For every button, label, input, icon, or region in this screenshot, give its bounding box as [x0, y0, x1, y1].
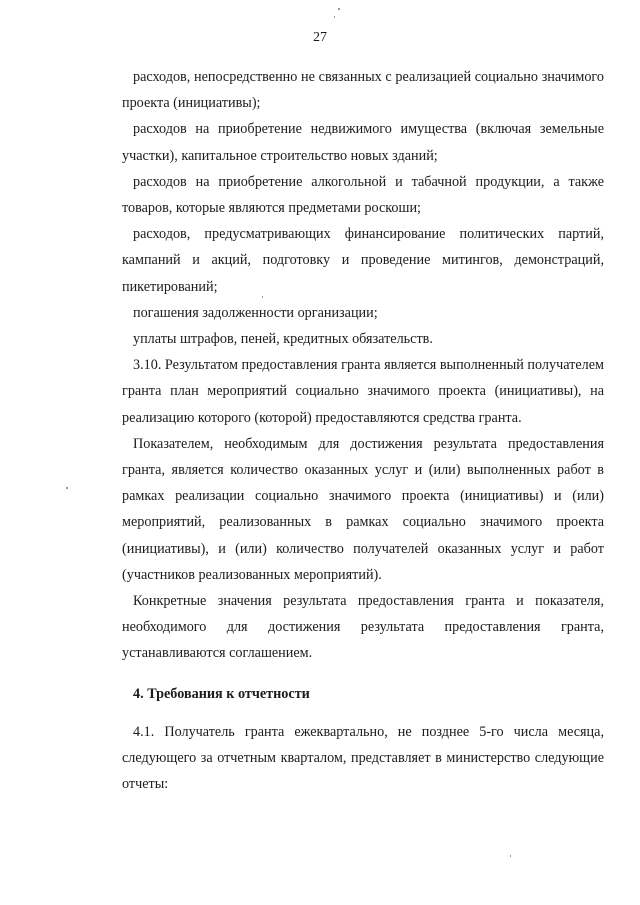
scan-speck [334, 16, 335, 18]
paragraph-expense-4: расходов, предусматривающих финансирование политических партий, кампаний и акций, подготовку и проведение митингов, демонстраций, пикетирований; [122, 226, 604, 295]
paragraph-3-10: 3.10. Результатом предоставления гранта является выполненный получателем гранта план мероприятий социально значимого проекта (инициативы), на реализацию которого (которой) предоставляются средства гранта. [122, 357, 604, 426]
scan-speck [510, 855, 511, 857]
paragraph-indicator: Показателем, необходимым для достижения результата предоставления гранта, является количество оказанных услуг и (или) выполненных работ в рамках реализации социально значимого проекта (инициативы) и (или) мероприятий, реализованных в рамках социально значимого проекта (инициативы), и (или) количество получателей оказанных услуг и работ (участников реализованных мероприятий). [122, 435, 604, 583]
scan-speck [66, 487, 68, 489]
paragraph-4-1: 4.1. Получатель гранта ежеквартально, не позднее 5-го числа месяца, следующего за отчетным кварталом, представляет в министерство следующие отчеты: [122, 723, 604, 793]
paragraph-values: Конкретные значения результата предоставления гранта и показателя, необходимого для достижения результата предоставления гранта, устанавливаются соглашением. [122, 593, 604, 662]
document-body [122, 64, 604, 797]
paragraph-expense-6: уплаты штрафов, пеней, кредитных обязательств. [133, 331, 433, 348]
paragraph-expense-3: расходов на приобретение алкогольной и табачной продукции, а также товаров, которые являются предметами роскоши; [122, 173, 604, 217]
page-number: 27 [313, 30, 327, 45]
paragraph-expense-5: погашения задолженности организации; [133, 304, 378, 321]
section-4-heading: 4. Требования к отчетности [133, 685, 310, 702]
paragraph-expense-2: расходов на приобретение недвижимого имущества (включая земельные участки), капитальное строительство новых зданий; [122, 121, 604, 164]
scan-speck [338, 8, 340, 10]
paragraph-expense-1: расходов, непосредственно не связанных с реализацией социально значимого проекта (инициативы); [122, 69, 604, 112]
